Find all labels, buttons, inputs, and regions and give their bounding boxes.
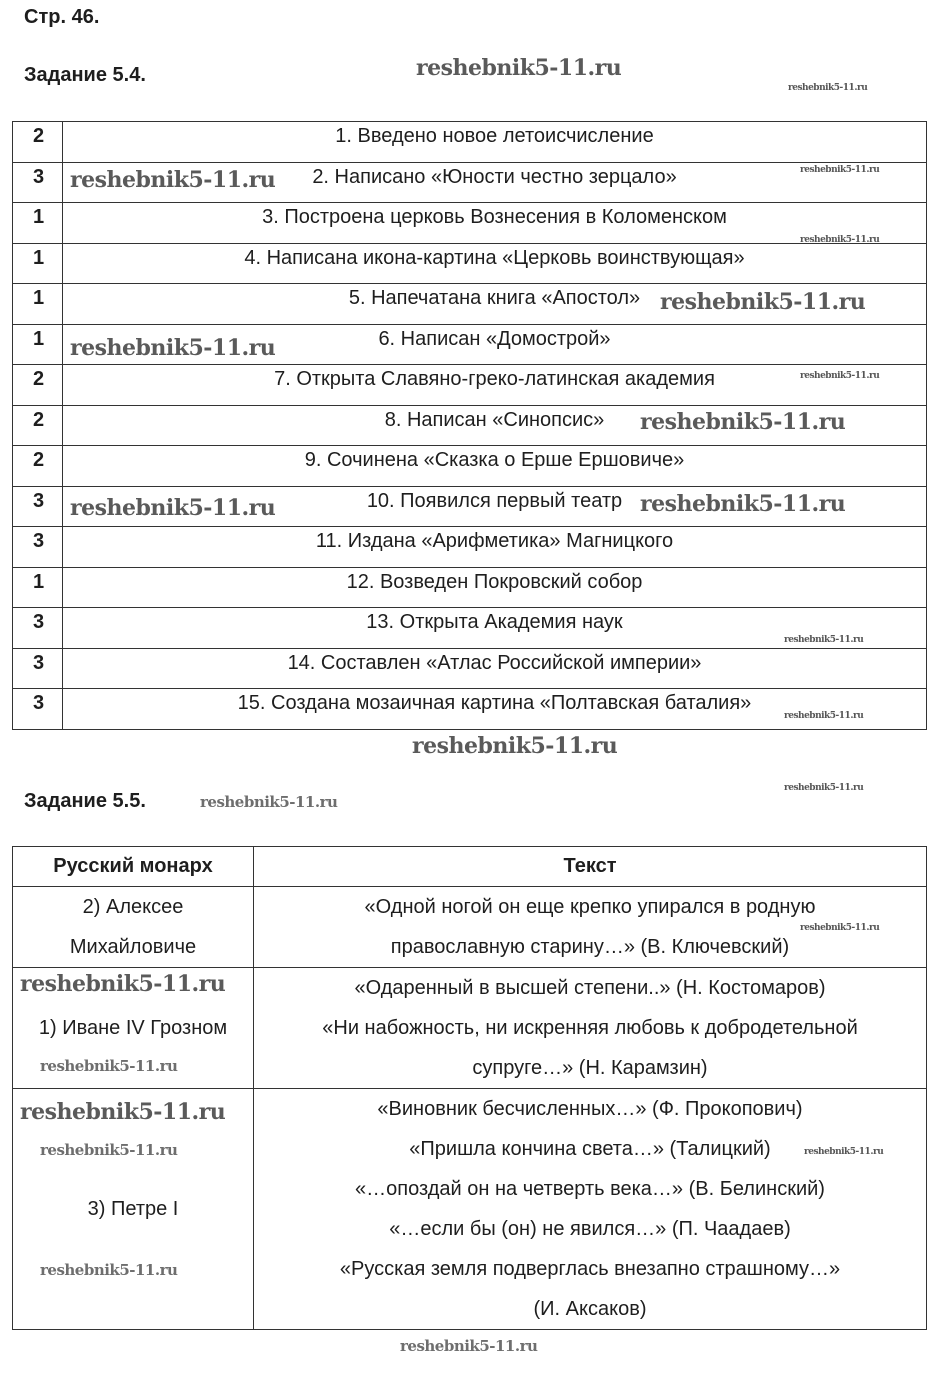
quote-line: православную старину…» (В. Ключевский): [390, 936, 790, 958]
table-row: [13, 243, 927, 284]
event-text: 14. Составлен «Атлас Российской империи»: [63, 648, 927, 689]
event-text: 6. Написан «Домострой»: [63, 324, 927, 365]
table-row: [13, 567, 927, 608]
answer-number: 1: [13, 567, 63, 608]
header-text: Текст: [254, 847, 927, 887]
watermark: reshebnik5-11.ru: [640, 409, 846, 435]
watermark: reshebnik5-11.ru: [800, 371, 880, 381]
answer-number: 1: [13, 243, 63, 284]
monarch-line: 1) Иване IV Грозном: [38, 1017, 228, 1039]
quote-line: «Одной ногой он еще крепко упирался в родную: [364, 896, 816, 918]
answer-number: 1: [13, 203, 63, 244]
event-text: 11. Издана «Арифметика» Магницкого: [63, 527, 927, 568]
event-text: 15. Создана мозаичная картина «Полтавская баталия»: [63, 689, 927, 730]
quote-cell: [254, 968, 927, 1089]
quote-line: «Виновник бесчисленных…» (Ф. Прокопович): [377, 1098, 803, 1120]
watermark: reshebnik5-11.ru: [784, 635, 864, 645]
watermark: reshebnik5-11.ru: [412, 733, 618, 759]
quote-line: «Одаренный в высшей степени..» (Н. Костомаров): [354, 977, 826, 999]
table-row: [13, 203, 927, 244]
event-text: 8. Написан «Синопсис»: [63, 405, 927, 446]
task-5-4-title: Задание 5.4.: [24, 64, 146, 86]
page-label: Стр. 46.: [24, 6, 100, 28]
task-5-5-title: Задание 5.5.: [24, 790, 146, 812]
watermark: reshebnik5-11.ru: [20, 1099, 226, 1125]
table-row: [13, 122, 927, 163]
watermark: reshebnik5-11.ru: [70, 167, 276, 193]
table-row: [13, 527, 927, 568]
watermark: reshebnik5-11.ru: [784, 711, 864, 721]
answer-number: 1: [13, 284, 63, 325]
quote-cell: [254, 1089, 927, 1330]
watermark: reshebnik5-11.ru: [660, 289, 866, 315]
answer-number: 3: [13, 689, 63, 730]
event-text: 12. Возведен Покровский собор: [63, 567, 927, 608]
monarch-line: 3) Петре I: [87, 1198, 179, 1220]
answer-number: 1: [13, 324, 63, 365]
watermark: reshebnik5-11.ru: [40, 1057, 178, 1075]
event-text: 10. Появился первый театр: [63, 486, 927, 527]
answer-number: 2: [13, 405, 63, 446]
table-row: [13, 446, 927, 487]
answer-number: 3: [13, 527, 63, 568]
quote-line: «Русская земля подверглась внезапно страшному…»: [339, 1258, 841, 1280]
watermark: reshebnik5-11.ru: [640, 491, 846, 517]
event-text: 1. Введено новое летоисчисление: [63, 122, 927, 163]
watermark: reshebnik5-11.ru: [70, 495, 276, 521]
answer-number: 3: [13, 486, 63, 527]
event-text: 2. Написано «Юности честно зерцало»: [63, 162, 927, 203]
header-monarch: Русский монарх: [13, 847, 254, 887]
watermark: reshebnik5-11.ru: [788, 83, 868, 93]
answer-number: 3: [13, 648, 63, 689]
watermark: reshebnik5-11.ru: [400, 1337, 538, 1355]
watermark: reshebnik5-11.ru: [70, 335, 276, 361]
watermark: reshebnik5-11.ru: [800, 165, 880, 175]
watermark: reshebnik5-11.ru: [804, 1147, 884, 1157]
watermark: reshebnik5-11.ru: [800, 923, 880, 933]
monarch-line: Михайловиче: [69, 936, 197, 958]
watermark: reshebnik5-11.ru: [40, 1261, 178, 1279]
answer-number: 3: [13, 608, 63, 649]
monarch-cell: [13, 887, 254, 968]
event-text: 13. Открыта Академия наук: [63, 608, 927, 649]
table-row: [13, 365, 927, 406]
event-text: 7. Открыта Славяно-греко-латинская академия: [63, 365, 927, 406]
event-text: 9. Сочинена «Сказка о Ерше Ершовиче»: [63, 446, 927, 487]
watermark: reshebnik5-11.ru: [40, 1141, 178, 1159]
watermark: reshebnik5-11.ru: [200, 793, 338, 811]
quote-line: супруге…» (Н. Карамзин): [472, 1057, 708, 1079]
answer-number: 3: [13, 162, 63, 203]
table-row: [13, 689, 927, 730]
watermark: reshebnik5-11.ru: [416, 55, 622, 81]
quote-line: «…если бы (он) не явился…» (П. Чаадаев): [389, 1218, 791, 1240]
quote-line: «Пришла кончина света…» (Талицкий): [409, 1138, 771, 1160]
event-text: 4. Написана икона-картина «Церковь воинствующая»: [63, 243, 927, 284]
quote-line: (И. Аксаков): [533, 1298, 647, 1320]
event-text: 3. Построена церковь Вознесения в Коломенском: [63, 203, 927, 244]
answer-number: 2: [13, 446, 63, 487]
watermark: reshebnik5-11.ru: [20, 971, 226, 997]
quote-line: «…опоздай он на четверть века…» (В. Белинский): [355, 1178, 825, 1200]
answer-number: 2: [13, 122, 63, 163]
table-row: [13, 887, 927, 968]
answer-number: 2: [13, 365, 63, 406]
task-5-5-table: [12, 846, 927, 1330]
event-text: 5. Напечатана книга «Апостол»: [63, 284, 927, 325]
watermark: reshebnik5-11.ru: [784, 783, 864, 793]
quote-line: «Ни набожность, ни искренняя любовь к добродетельной: [322, 1017, 858, 1039]
watermark: reshebnik5-11.ru: [800, 235, 880, 245]
table-row: [13, 648, 927, 689]
monarch-line: 2) Алексее: [82, 896, 184, 918]
